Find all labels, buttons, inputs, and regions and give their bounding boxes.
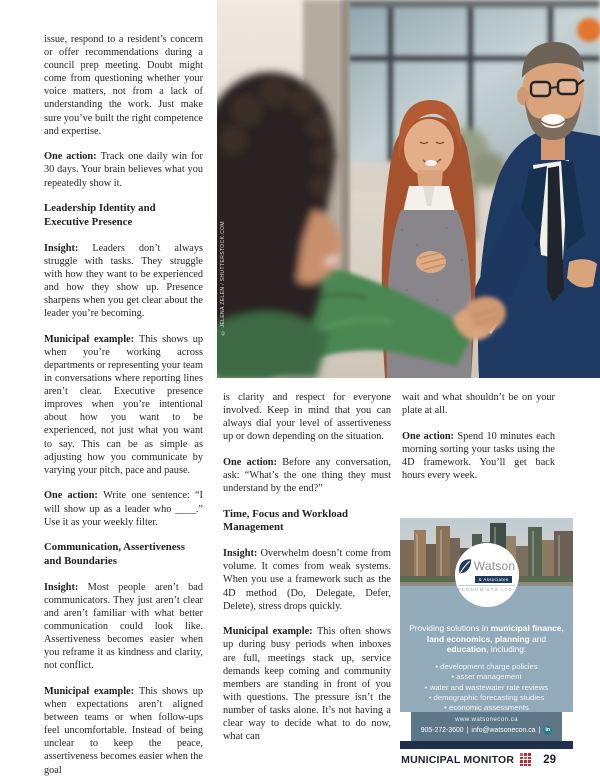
watson-logo-tagline: ECONOMISTS LTD. bbox=[458, 585, 516, 593]
page-number: 29 bbox=[543, 753, 556, 766]
paragraph-lead: One action: bbox=[44, 151, 101, 163]
ad-headline-segment: education bbox=[446, 644, 487, 655]
paragraph-lead: One action: bbox=[44, 490, 104, 502]
watson-ad bbox=[400, 518, 573, 749]
municipal-monitor-logo-icon bbox=[520, 753, 531, 766]
ad-bullet: • demographic forecasting studies bbox=[428, 693, 545, 702]
article-photo bbox=[217, 0, 600, 378]
watson-logo bbox=[455, 543, 519, 607]
article-paragraph: One action: Before any conversation, ask: “What’s the one thing they must understand by the end?” bbox=[223, 456, 391, 495]
paragraph-lead: One action: bbox=[402, 430, 458, 442]
watson-leaf-icon bbox=[458, 558, 472, 575]
ad-headline-segment: municipal finance, land economics, planning bbox=[426, 623, 564, 644]
article-paragraph: Insight: Leaders don’t always struggle with tasks. They struggle with how they want to be experienced and how they show up. Presence sharpens when you get clear about the leader you’re becoming. bbox=[44, 242, 203, 320]
article-column-left bbox=[44, 33, 203, 779]
article-column-right bbox=[402, 391, 555, 495]
ad-headline-segment: , including: bbox=[486, 644, 527, 655]
businesswoman-left bbox=[217, 72, 341, 378]
watson-logo-suffix: & Associates bbox=[475, 576, 513, 583]
ad-headline-segment: and bbox=[529, 633, 547, 644]
article-paragraph: One action: Spend 10 minutes each morning sorting your tasks using the 4D framework. You’ll get back hours every week. bbox=[402, 430, 555, 482]
ad-bullet: • economic assessments bbox=[444, 703, 529, 713]
ad-bullet: • development charge policies bbox=[435, 661, 538, 671]
article-paragraph: Municipal example: This shows up when expectations aren’t aligned between teams or when follow-ups feel uncomfortable. Instead of being unclear to keep the peace, assertiveness becomes easier when the goal bbox=[44, 685, 203, 776]
article-paragraph: Insight: Overwhelm doesn’t come from volume. It comes from weak systems. When you use a framework such as the 4D method (Do, Delegate, Defer, Delete), stress drops quickly. bbox=[223, 548, 391, 612]
article-paragraph: One action: Track one daily win for 30 days. Your brain believes what you repeatedly show it. bbox=[44, 151, 203, 189]
article-paragraph: issue, respond to a resident’s concern or offer recommendations during a council prep meeting. Doubt might come from questioning whether your voice matters, not from a lack of understanding the work. Just make sure you’ve built the right competence and expertise. bbox=[44, 34, 203, 137]
article-paragraph: is clarity and respect for everyone involved. Keep in mind that you can always dial your level of assertiveness up or down depending on the situation. bbox=[223, 392, 391, 443]
article-paragraph: Municipal example: This often shows up during busy periods when inboxes are full, meetings stack up, service demands keep coming and community members are standing in front of you with questions. The pressure isn’t the number of tasks alone. It’s not having a clear way to decide what to do now, what can bbox=[223, 626, 391, 743]
paragraph-lead: Municipal example: bbox=[44, 685, 139, 697]
section-heading: Leadership Identity and Executive Presence bbox=[44, 202, 156, 228]
ad-contact-bar bbox=[411, 712, 562, 741]
page-footer bbox=[401, 753, 556, 766]
magazine-title: MUNICIPAL MONITOR bbox=[401, 753, 515, 766]
ad-website[interactable]: www.watsonecon.ca bbox=[455, 716, 518, 723]
section-heading: Time, Focus and Workload Management bbox=[223, 507, 348, 534]
ad-headline-segment: Providing solutions in bbox=[409, 623, 491, 633]
article-paragraph: One action: Write one sentence: “I will show up as a leader who ____.” Use it as your weekly filter. bbox=[44, 490, 203, 528]
paragraph-lead: Municipal example: bbox=[223, 626, 318, 638]
article-paragraph: Insight: Most people aren’t bad communicators. They just aren’t clear and aren’t familiar with what better communication could look like. Assertiveness becomes easier when you reframe it as kindness and clarity, not conflict. bbox=[44, 581, 203, 672]
section-heading: Communication, Assertiveness and Boundaries bbox=[44, 541, 185, 567]
ad-bullet: • water and wastewater rate reviews bbox=[424, 682, 549, 692]
paragraph-lead: Insight: bbox=[223, 548, 261, 560]
separator: | bbox=[466, 726, 469, 734]
paragraph-lead: Insight: bbox=[44, 581, 88, 593]
ad-bottom-bar bbox=[400, 741, 573, 749]
ad-bullet-list bbox=[409, 662, 564, 714]
article-paragraph: Municipal example: This shows up when you’re working across departments or representing your team in conversations where reporting lines aren’t clear. Executive presence improves when you’re intentional about how you want to be experienced, not just what you want to say. This can be as simple as adjusting how you communicate by varying your pitch, pace and pause. bbox=[44, 333, 203, 476]
paragraph-lead: One action: bbox=[223, 456, 283, 468]
separator: | bbox=[538, 726, 541, 734]
office-handshake-illustration bbox=[217, 0, 600, 378]
ad-phone: 905-272-3600 bbox=[420, 726, 464, 734]
linkedin-icon[interactable]: in bbox=[543, 726, 552, 735]
paragraph-lead: Municipal example: bbox=[44, 333, 139, 345]
watson-logo-name: Watson bbox=[473, 559, 516, 574]
photo-credit: © JELENA ZELEN / SHUTTERSTOCK.COM bbox=[220, 221, 226, 336]
article-paragraph: wait and what shouldn’t be on your plate at all. bbox=[402, 392, 555, 417]
article-column-middle bbox=[223, 391, 391, 756]
ad-headline bbox=[409, 623, 564, 655]
paragraph-lead: Insight: bbox=[44, 242, 93, 254]
ad-bullet: • asset management bbox=[451, 672, 522, 682]
ad-email[interactable]: info@watsonecon.ca bbox=[471, 726, 536, 734]
